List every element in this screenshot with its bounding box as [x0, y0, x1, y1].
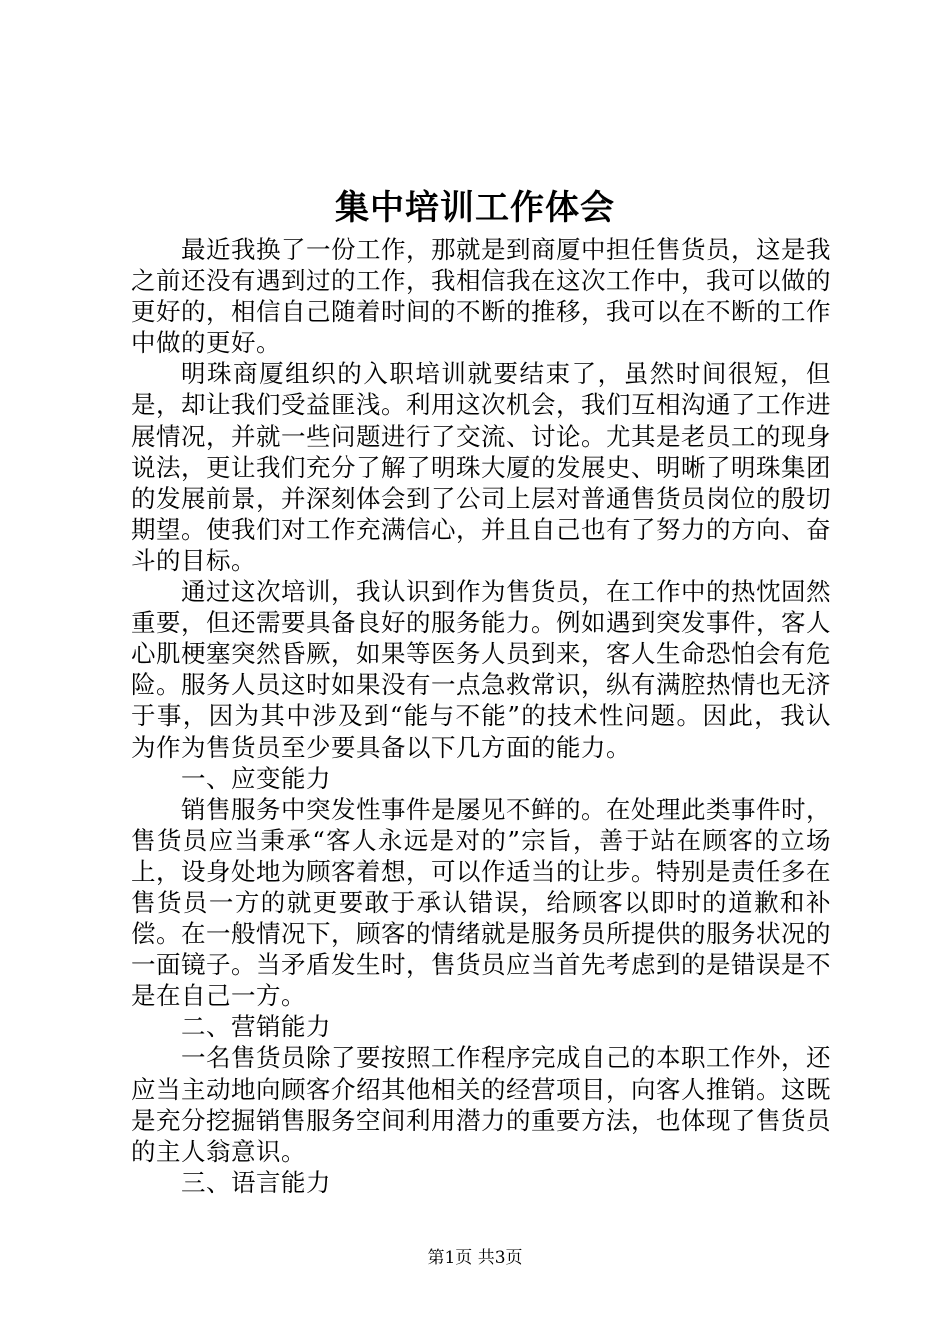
page-number-footer: 第1页 共3页	[427, 1248, 523, 1268]
section-heading-adaptability: 一、应变能力	[181, 763, 331, 793]
paragraph-intro: 最近我换了一份工作，那就是到商厦中担任售货员，这是我之前还没有遇到过的工作，我相信我在这次工作中，我可以做的更好的，相信自己随着时间的不断的推移，我可以在不断的工作中做的更好。	[131, 235, 831, 358]
section-heading-language: 三、语言能力	[181, 1167, 331, 1197]
paragraph-marketing: 一名售货员除了要按照工作程序完成自己的本职工作外，还应当主动地向顾客介绍其他相关的经营项目，向客人推销。这既是充分挖掘销售服务空间利用潜力的重要方法，也体现了售货员的主人翁意识。	[131, 1043, 831, 1166]
section-heading-marketing: 二、营销能力	[181, 1012, 331, 1042]
paragraph-abilities: 通过这次培训，我认识到作为售货员，在工作中的热忱固然重要，但还需要具备良好的服务能力。例如遇到突发事件，客人心肌梗塞突然昏厥，如果等医务人员到来，客人生命恐怕会有危险。服务人员这时如果没有一点急救常识，纵有满腔热情也无济于事，因为其中涉及到“能与不能”的技术性问题。因此，我认为作为售货员至少要具备以下几方面的能力。	[131, 577, 831, 762]
paragraph-adaptability: 销售服务中突发性事件是屡见不鲜的。在处理此类事件时，售货员应当秉承“客人永远是对的”宗旨，善于站在顾客的立场上，设身处地为顾客着想，可以作适当的让步。特别是责任多在售货员一方的就更要敢于承认错误，给顾客以即时的道歉和补偿。在一般情况下，顾客的情绪就是服务员所提供的服务状况的一面镜子。当矛盾发生时，售货员应当首先考虑到的是错误是不是在自己一方。	[131, 794, 831, 1011]
paragraph-training: 明珠商厦组织的入职培训就要结束了，虽然时间很短，但是，却让我们受益匪浅。利用这次机会，我们互相沟通了工作进展情况，并就一些问题进行了交流、讨论。尤其是老员工的现身说法，更让我们充分了解了明珠大厦的发展史、明晰了明珠集团的发展前景，并深刻体会到了公司上层对普通售货员岗位的殷切期望。使我们对工作充满信心，并且自己也有了努力的方向、奋斗的目标。	[131, 359, 831, 575]
page-title: 集中培训工作体会	[335, 188, 615, 228]
document-body	[131, 234, 831, 1198]
